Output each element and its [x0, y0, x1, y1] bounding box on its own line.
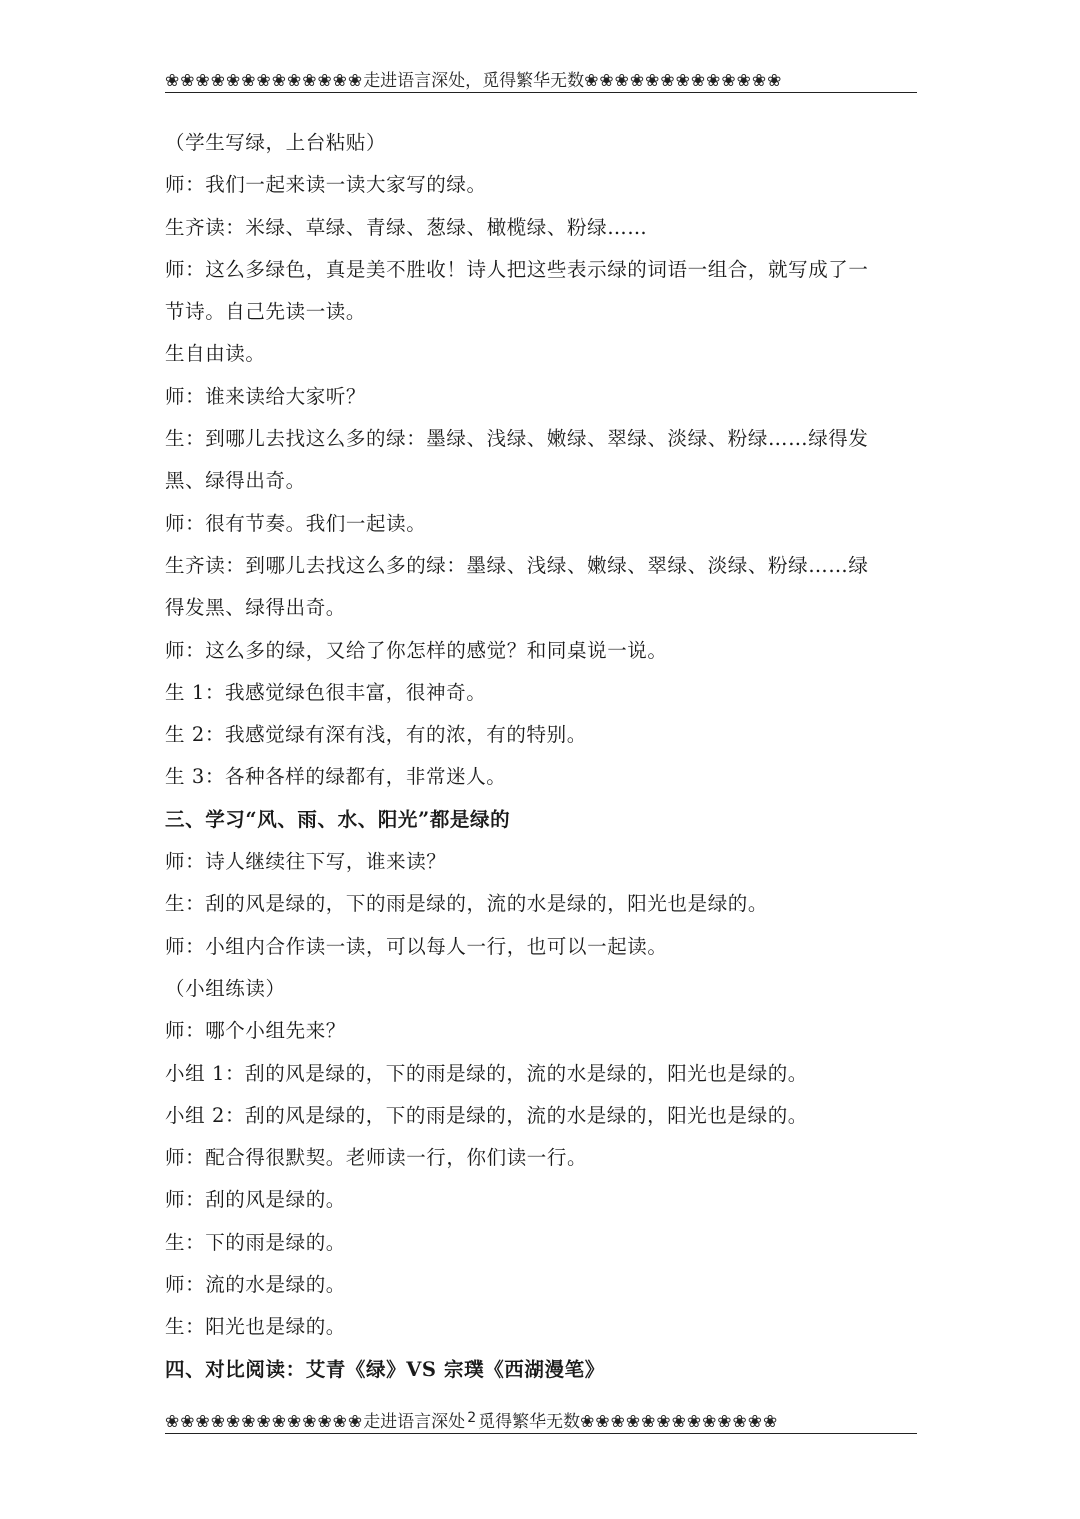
text-line: 生：阳光也是绿的。: [165, 1315, 346, 1339]
flower-border-left: ❀❀❀❀❀❀❀❀❀❀❀❀❀: [165, 1412, 364, 1432]
text-line: 生：下的雨是绿的。: [165, 1230, 346, 1254]
header-band: [165, 70, 917, 93]
text-line: 师：诗人继续往下写，谁来读？: [165, 850, 447, 874]
text-line: 师：谁来读给大家听？: [165, 384, 367, 408]
text-line: 生自由读。: [165, 342, 266, 366]
text-line: 生 3：各种各样的绿都有，非常迷人。: [165, 765, 507, 789]
footer-motto-left: 走进语言深处: [363, 1412, 466, 1432]
text-line: 师：刮的风是绿的。: [165, 1188, 346, 1212]
text-line: 师：配合得很默契。老师读一行，你们读一行。: [165, 1146, 588, 1170]
text-line: 师：我们一起来读一读大家写的绿。: [165, 173, 487, 197]
page-number: 2: [467, 1411, 477, 1426]
flower-border-right: ❀❀❀❀❀❀❀❀❀❀❀❀❀: [584, 71, 783, 91]
text-line: 师：流的水是绿的。: [165, 1273, 346, 1297]
footer-band: [165, 1411, 917, 1434]
text-line: 生：到哪儿去找这么多的绿：墨绿、浅绿、嫩绿、翠绿、淡绿、粉绿……绿得发: [165, 427, 869, 451]
section-heading: 三、学习“风、雨、水、阳光”都是绿的: [165, 807, 511, 831]
text-line: 生齐读：米绿、草绿、青绿、葱绿、橄榄绿、粉绿……: [165, 215, 648, 239]
document-body: [165, 122, 925, 1391]
text-line: 生 2：我感觉绿有深有浅，有的浓，有的特别。: [165, 723, 587, 747]
text-line: 小组 2：刮的风是绿的，下的雨是绿的，流的水是绿的，阳光也是绿的。: [165, 1103, 808, 1127]
text-line: （小组练读）: [165, 976, 286, 1000]
header-motto-left: 走进语言深处，: [363, 71, 483, 91]
text-line: 师：很有节奏。我们一起读。: [165, 511, 427, 535]
flower-border-left: ❀❀❀❀❀❀❀❀❀❀❀❀❀: [165, 71, 364, 91]
text-line: 师：哪个小组先来？: [165, 1019, 346, 1043]
text-line: 生 1：我感觉绿色很丰富，很神奇。: [165, 680, 487, 704]
text-line: 节诗。自己先读一读。: [165, 300, 367, 324]
flower-border-right: ❀❀❀❀❀❀❀❀❀❀❀❀❀: [580, 1412, 779, 1432]
text-line: 师：这么多的绿，又给了你怎样的感觉？和同桌说一说。: [165, 638, 668, 662]
text-line: 生：刮的风是绿的，下的雨是绿的，流的水是绿的，阳光也是绿的。: [165, 892, 769, 916]
section-heading: 四、对比阅读：艾青《绿》VS 宗璞《西湖漫笔》: [165, 1357, 605, 1381]
text-line: （学生写绿，上台粘贴）: [165, 131, 387, 154]
header-motto-right: 觅得繁华无数: [482, 71, 585, 91]
text-line: 小组 1：刮的风是绿的，下的雨是绿的，流的水是绿的，阳光也是绿的。: [165, 1061, 808, 1085]
footer-motto-right: 觅得繁华无数: [478, 1412, 581, 1432]
text-line: 师：这么多绿色，真是美不胜收！诗人把这些表示绿的词语一组合，就写成了一: [165, 257, 869, 281]
text-line: 师：小组内合作读一读，可以每人一行，也可以一起读。: [165, 934, 668, 958]
text-line: 得发黑、绿得出奇。: [165, 596, 346, 620]
text-line: 生齐读：到哪儿去找这么多的绿：墨绿、浅绿、嫩绿、翠绿、淡绿、粉绿……绿: [165, 553, 869, 577]
text-line: 黑、绿得出奇。: [165, 469, 306, 493]
